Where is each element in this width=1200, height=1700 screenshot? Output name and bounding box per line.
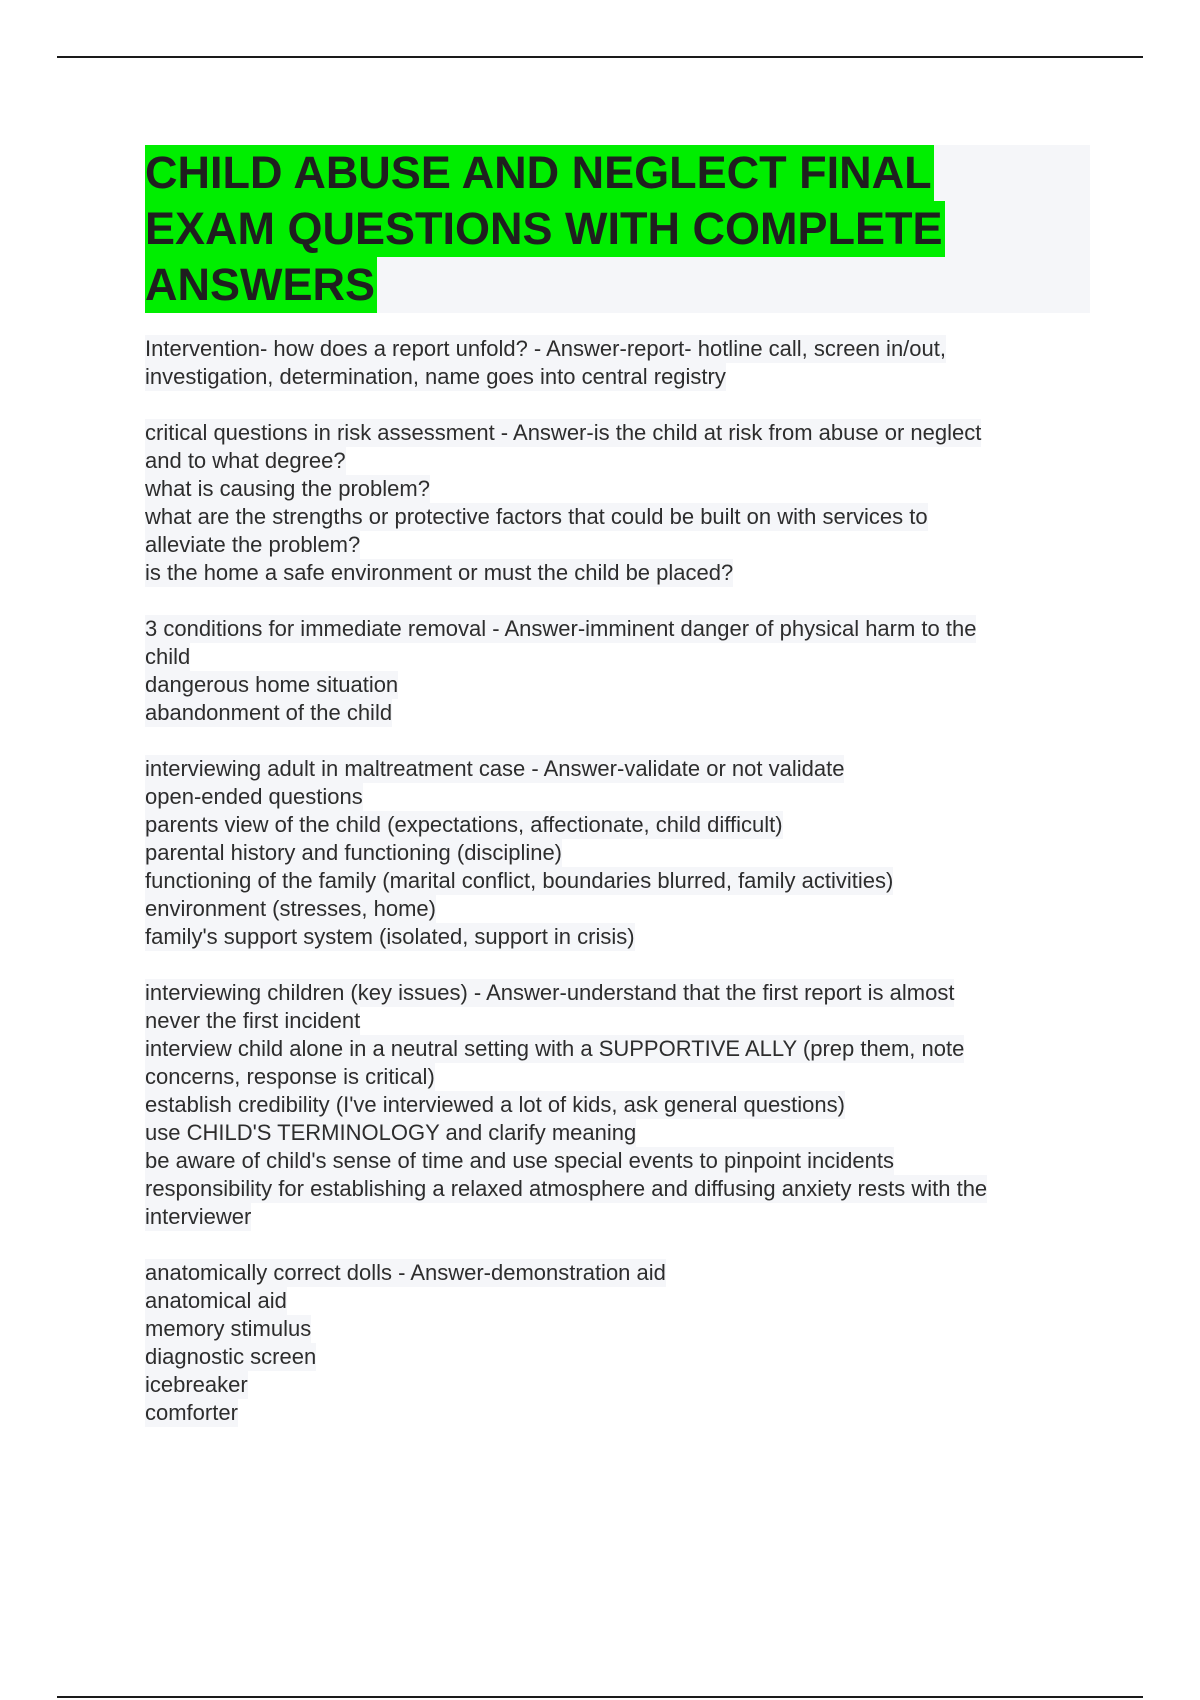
- bottom-rule: [57, 1696, 1143, 1698]
- qa-item-interviewing-children: [145, 979, 1090, 1231]
- qa-item-report-unfold: [145, 335, 1090, 391]
- qa-line: parents view of the child (expectations, affectionate, child difficult): [145, 812, 783, 837]
- qa-line: diagnostic screen: [145, 1344, 317, 1369]
- qa-line: use CHILD'S TERMINOLOGY and clarify meaning: [145, 1120, 637, 1145]
- qa-line: anatomical aid: [145, 1288, 287, 1313]
- qa-line: never the first incident: [145, 1008, 361, 1033]
- document-body: [145, 145, 1090, 1455]
- qa-line: open-ended questions: [145, 784, 363, 809]
- qa-line: be aware of child's sense of time and use special events to pinpoint incidents: [145, 1148, 894, 1173]
- qa-line: what are the strengths or protective factors that could be built on with services to: [145, 504, 928, 529]
- qa-line: family's support system (isolated, support in crisis): [145, 924, 635, 949]
- qa-line: parental history and functioning (discipline): [145, 840, 563, 865]
- qa-line: functioning of the family (marital conflict, boundaries blurred, family activities): [145, 868, 894, 893]
- qa-line: comforter: [145, 1400, 238, 1425]
- qa-line: responsibility for establishing a relaxed atmosphere and diffusing anxiety rests with the: [145, 1176, 988, 1201]
- qa-line: interviewer: [145, 1204, 252, 1229]
- qa-line: memory stimulus: [145, 1316, 312, 1341]
- top-rule: [57, 56, 1143, 58]
- qa-line: environment (stresses, home): [145, 896, 436, 921]
- qa-line: icebreaker: [145, 1372, 248, 1397]
- qa-line: interviewing children (key issues) - Answer-understand that the first report is almost: [145, 980, 955, 1005]
- title-line: CHILD ABUSE AND NEGLECT FINAL: [145, 145, 934, 201]
- qa-line: abandonment of the child: [145, 700, 393, 725]
- qa-item-anatomical-dolls: [145, 1259, 1090, 1427]
- qa-line: and to what degree?: [145, 448, 346, 473]
- qa-line: alleviate the problem?: [145, 532, 361, 557]
- qa-line: critical questions in risk assessment - Answer-is the child at risk from abuse or neglect: [145, 420, 982, 445]
- qa-line: what is causing the problem?: [145, 476, 430, 501]
- qa-line: interviewing adult in maltreatment case - Answer-validate or not validate: [145, 756, 845, 781]
- qa-line: 3 conditions for immediate removal - Answer-imminent danger of physical harm to the: [145, 616, 977, 641]
- qa-line: is the home a safe environment or must the child be placed?: [145, 560, 734, 585]
- qa-item-immediate-removal: [145, 615, 1090, 727]
- qa-line: establish credibility (I've interviewed a lot of kids, ask general questions): [145, 1092, 845, 1117]
- qa-item-risk-assessment: [145, 419, 1090, 587]
- qa-line: concerns, response is critical): [145, 1064, 435, 1089]
- document-title: [145, 145, 1090, 313]
- title-line: EXAM QUESTIONS WITH COMPLETE: [145, 201, 945, 257]
- title-line: ANSWERS: [145, 257, 377, 313]
- qa-line: dangerous home situation: [145, 672, 399, 697]
- qa-line: Intervention- how does a report unfold? - Answer-report- hotline call, screen in/out,: [145, 336, 946, 361]
- qa-line: anatomically correct dolls - Answer-demonstration aid: [145, 1260, 666, 1285]
- qa-line: child: [145, 644, 191, 669]
- qa-item-interviewing-adult: [145, 755, 1090, 951]
- qa-line: investigation, determination, name goes into central registry: [145, 364, 726, 389]
- qa-line: interview child alone in a neutral setting with a SUPPORTIVE ALLY (prep them, note: [145, 1036, 965, 1061]
